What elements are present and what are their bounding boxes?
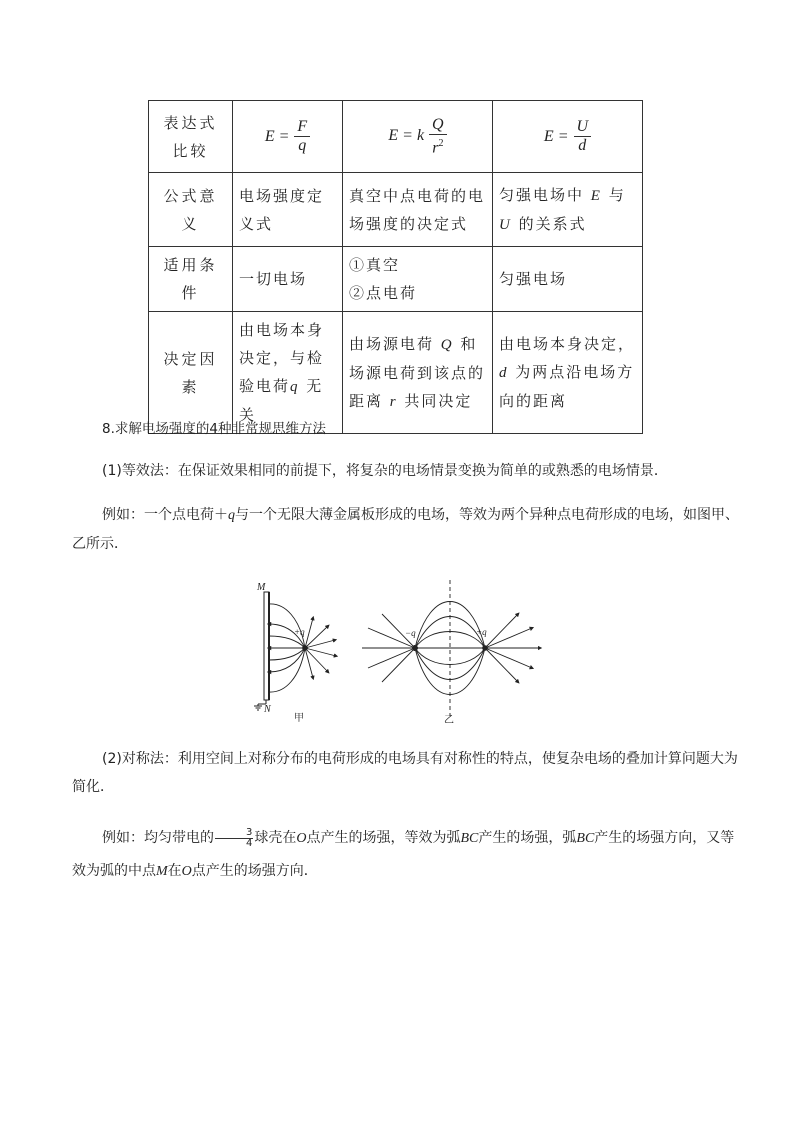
electric-field-figure	[250, 578, 550, 723]
caption-yi: 乙	[444, 715, 454, 723]
section-title: 8.求解电场强度的4种非常规思维方法	[102, 421, 326, 437]
label-N: N	[264, 704, 271, 715]
header-label-line2: 比较	[172, 141, 209, 160]
table-cell: ①真空 ②点电荷	[343, 247, 493, 312]
paragraph-example-1: 例如：一个点电荷＋q与一个无限大薄金属板形成的电场，等效为两个异种点电荷形成的电场，如图甲、乙所示．	[72, 507, 739, 552]
table-header-row	[149, 101, 643, 173]
header-label-line1: 表达式	[163, 113, 218, 132]
formula-cell-definition	[233, 101, 343, 173]
paragraph-symmetry: (2)对称法：利用空间上对称分布的电荷形成的电场具有对称性的特点，使复杂电场的叠加计算问题大为简化．	[72, 751, 738, 795]
table-cell: 真空中点电荷的电场强度的决定式	[343, 173, 493, 247]
table-cell: 由电场本身决定， d 为两点沿电场方向的距离	[493, 312, 643, 434]
formula-definition: E = $\frac{F}{q}$	[265, 118, 310, 155]
caption-jia: 甲	[294, 713, 304, 723]
row-label: 决定因素	[149, 312, 233, 434]
paragraph-equivalence: (1)等效法：在保证效果相同的前提下，将复杂的电场情景变换为简单的或熟悉的电场情景．	[102, 463, 668, 479]
label-M: M	[257, 582, 266, 593]
table-cell: 匀强电场	[493, 247, 643, 312]
figure-jia	[254, 582, 336, 723]
formula-uniform: E = $\frac{U}{d}$	[544, 118, 591, 155]
table-row	[149, 173, 643, 247]
header-label-cell	[149, 101, 233, 173]
paragraph-example-2: 例如：均匀带电的 $\frac{3}{4}$ 球壳在O点产生的场强，等效为弧BC产生的场强，弧BC产生的场强方向，又等效为弧的中点M在O点产生的场强方向．	[72, 826, 735, 879]
table-cell: 电场强度定义式	[233, 173, 343, 247]
formula-point-charge: E = k $\frac{Q}{r^2}$	[388, 116, 446, 157]
table-row	[149, 312, 643, 434]
table-row	[149, 247, 643, 312]
figure-yi	[362, 580, 540, 723]
table-cell: 由电场本身决定，与检验电荷q 无关	[233, 312, 343, 434]
label-plus-q-left: +q	[294, 627, 305, 637]
table-cell: 由场源电荷 Q 和场源电荷到该点的距离 r 共同决定	[343, 312, 493, 434]
row-label: 公式意义	[149, 173, 233, 247]
comparison-table	[148, 100, 643, 434]
formula-cell-uniform	[493, 101, 643, 173]
fraction-three-quarters: $\frac{3}{4}$	[215, 828, 253, 849]
row-label: 适用条件	[149, 247, 233, 312]
formula-cell-point-charge	[343, 101, 493, 173]
table-cell: 匀强电场中 E 与 U 的关系式	[493, 173, 643, 247]
label-plus-q-right: +q	[476, 627, 487, 637]
table-cell: 一切电场	[233, 247, 343, 312]
label-minus-q: −q	[405, 628, 416, 638]
